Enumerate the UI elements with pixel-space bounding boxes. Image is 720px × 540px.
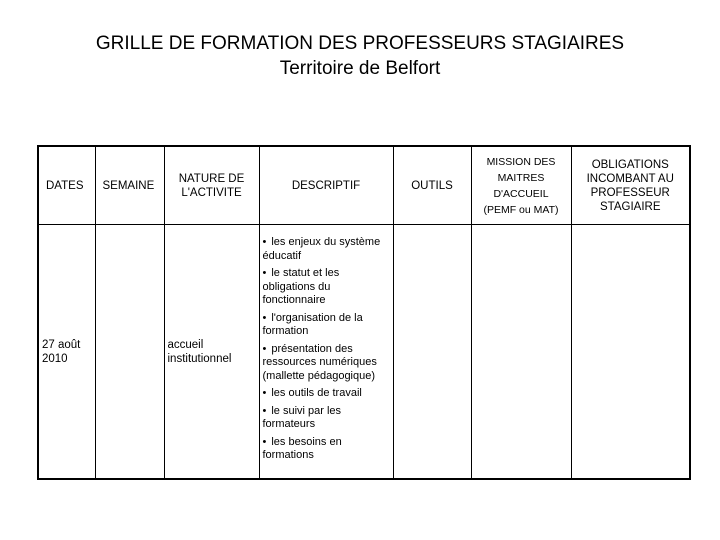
cell-semaine	[95, 225, 164, 480]
cell-nature-line2: institutionnel	[167, 352, 232, 365]
cell-descriptif	[259, 225, 393, 480]
list-item: • présentation des ressources numériques (mallette pédagogique)	[263, 343, 390, 384]
header-mission-line4: (PEMF ou MAT)	[483, 203, 559, 216]
cell-date-line2: 2010	[42, 352, 68, 365]
cell-nature-line1: accueil	[167, 338, 204, 351]
cell-date-line1: 27 août	[42, 338, 81, 351]
header-semaine: SEMAINE	[95, 146, 164, 225]
header-mission	[471, 146, 571, 225]
header-obligations-line4: STAGIAIRE	[600, 200, 661, 213]
header-obligations-line1: OBLIGATIONS	[591, 158, 669, 171]
header-obligations-line3: PROFESSEUR	[590, 186, 670, 199]
list-item: • les besoins en formations	[263, 436, 390, 463]
list-item: • l'organisation de la formation	[263, 312, 390, 339]
header-nature-line1: NATURE DE	[178, 172, 245, 185]
header-descriptif: DESCRIPTIF	[259, 146, 393, 225]
cell-mission	[471, 225, 571, 480]
list-item: • le suivi par les formateurs	[263, 405, 390, 432]
header-nature-line2: L'ACTIVITE	[181, 186, 242, 199]
table-header-row	[38, 146, 690, 225]
header-mission-line3: D'ACCUEIL	[493, 187, 549, 200]
cell-outils	[393, 225, 471, 480]
header-obligations	[571, 146, 690, 225]
training-grid-table	[37, 145, 691, 480]
list-item: • le statut et les obligations du fonctionnaire	[263, 267, 390, 308]
header-nature	[164, 146, 259, 225]
page-subtitle: Territoire de Belfort	[279, 58, 441, 79]
page-title: GRILLE DE FORMATION DES PROFESSEURS STAGIAIRES	[95, 33, 625, 54]
header-outils: OUTILS	[393, 146, 471, 225]
table-row	[38, 225, 690, 480]
list-item: • les enjeux du système éducatif	[263, 236, 390, 263]
header-obligations-line2: INCOMBANT AU	[586, 172, 674, 185]
cell-obligations	[571, 225, 690, 480]
header-dates: DATES	[38, 146, 95, 225]
header-mission-line2: MAITRES	[497, 171, 545, 184]
descriptif-list	[263, 236, 390, 463]
list-item: • les outils de travail	[263, 387, 390, 401]
cell-nature	[164, 225, 259, 480]
cell-date	[38, 225, 95, 480]
header-mission-line1: MISSION DES	[486, 155, 556, 168]
